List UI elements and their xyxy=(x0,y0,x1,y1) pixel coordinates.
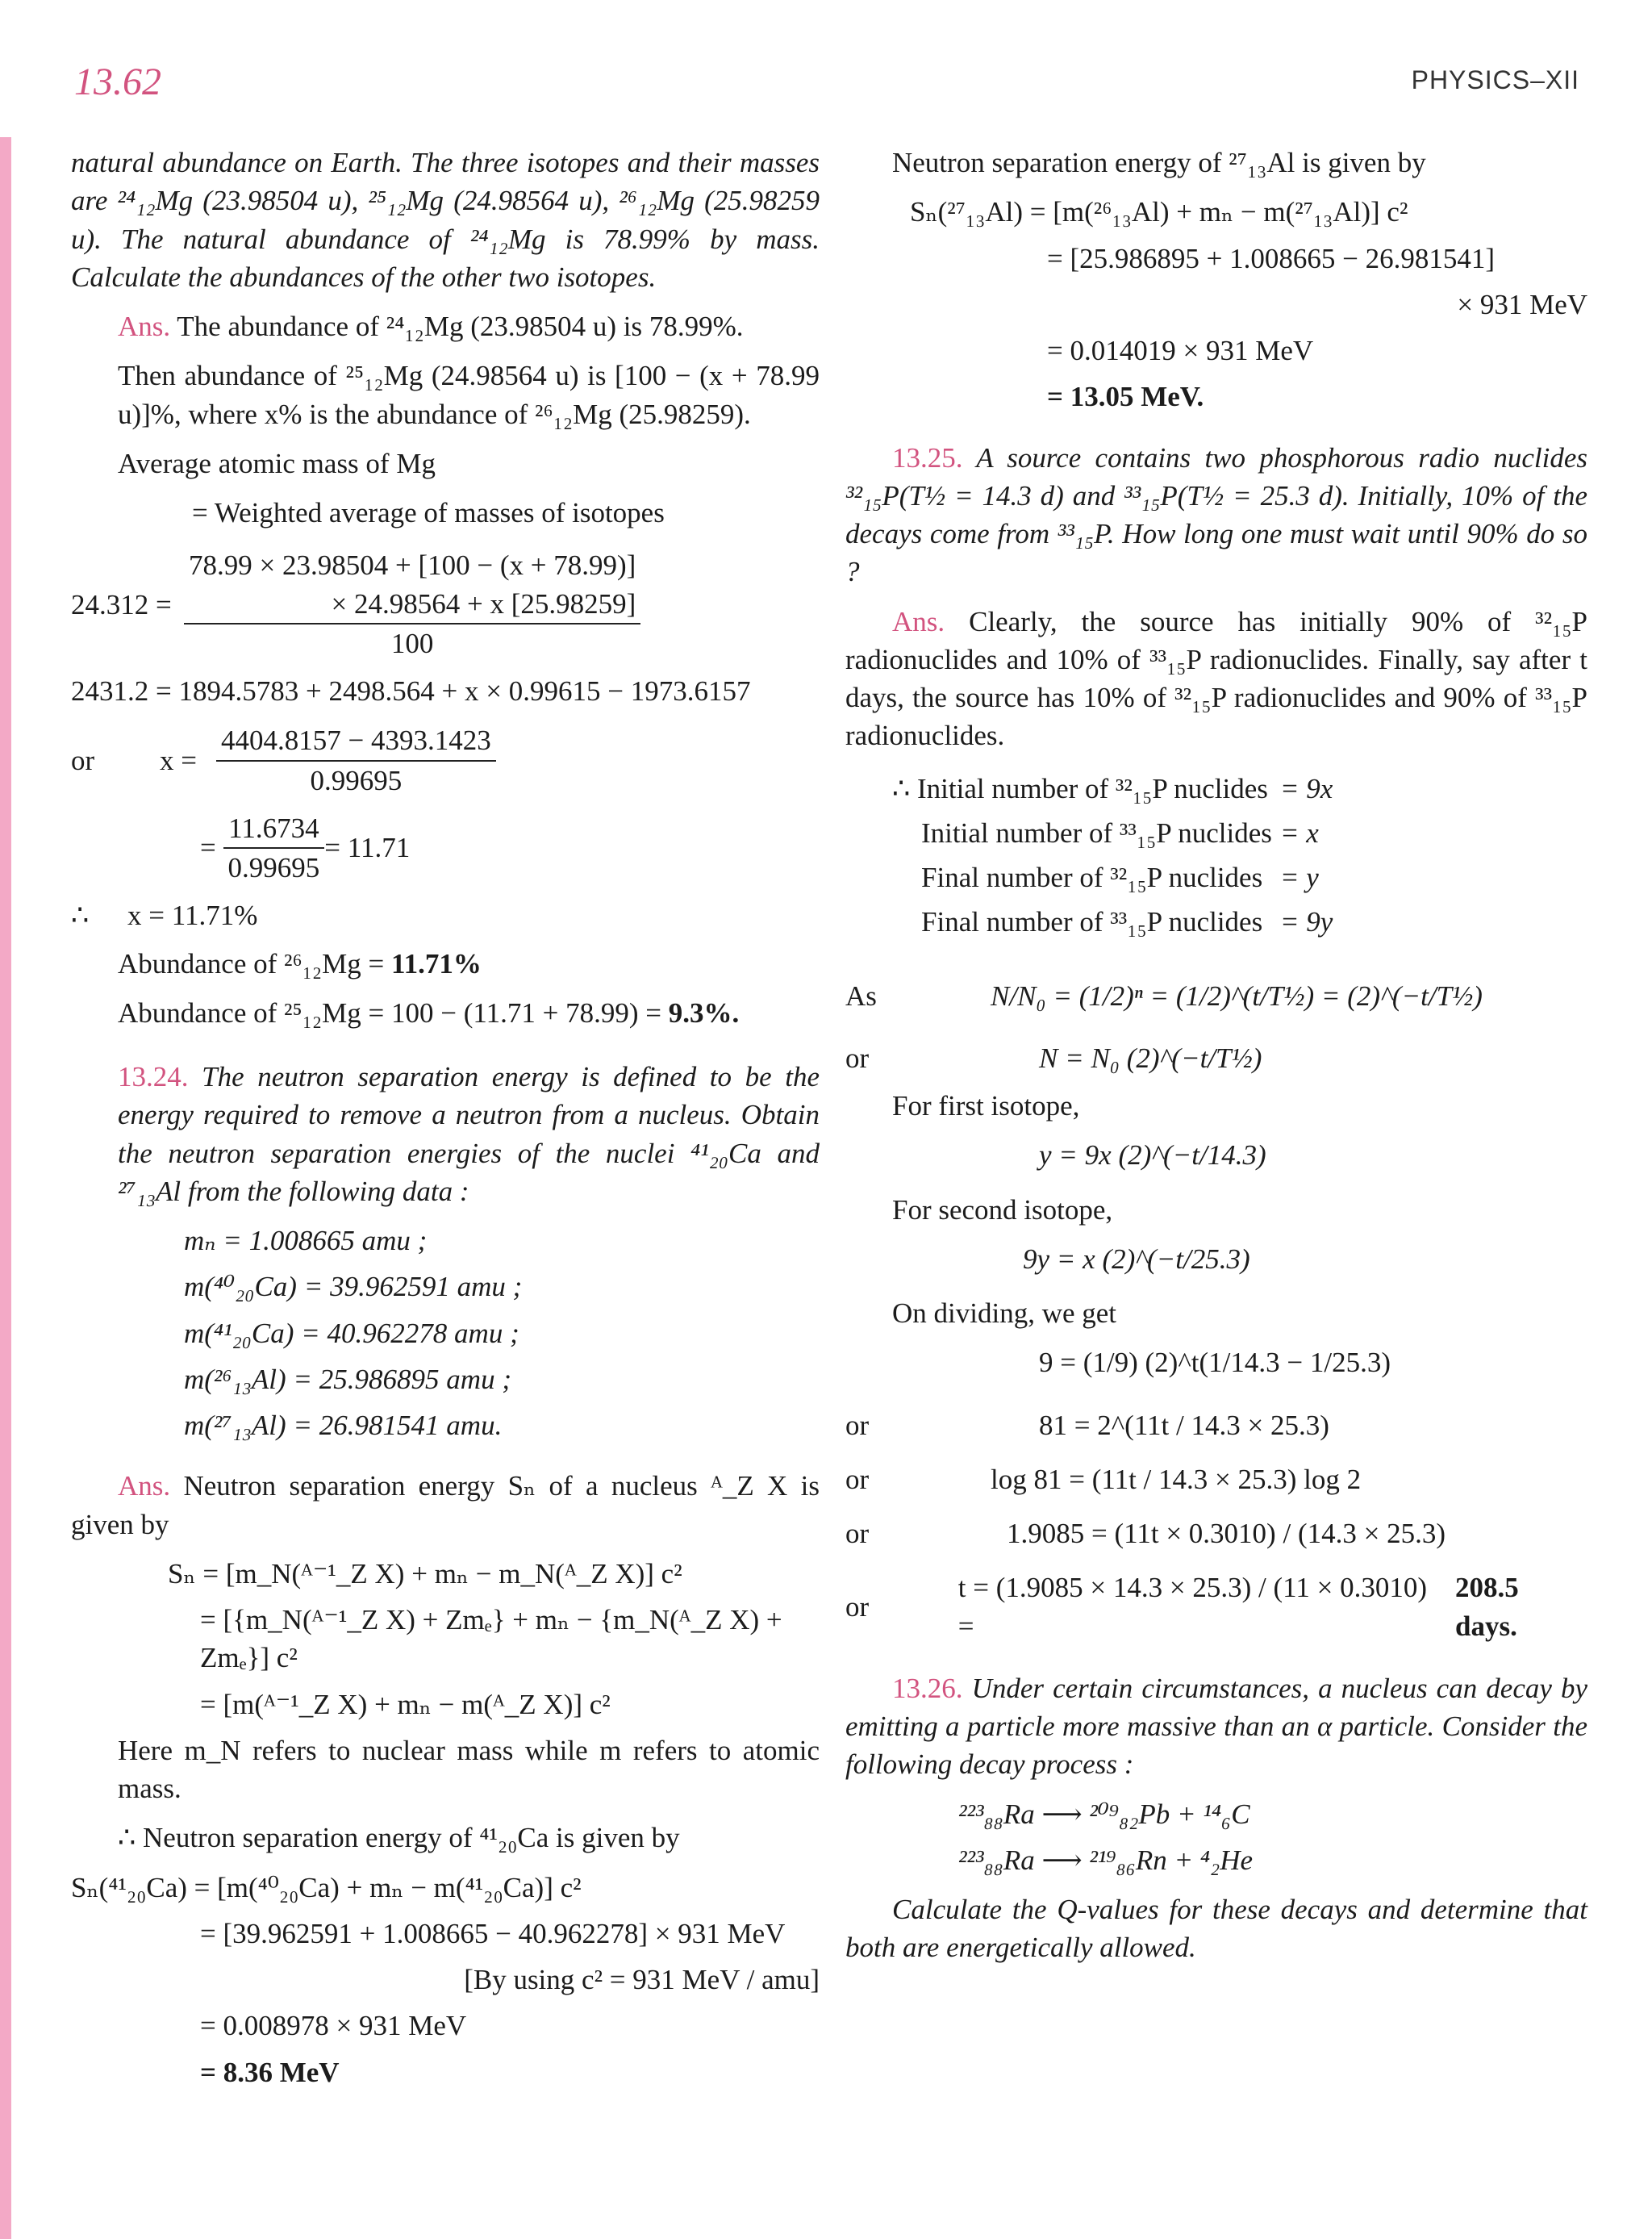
table-row xyxy=(892,900,1341,944)
avg-equation: = Weighted average of masses of isotopes xyxy=(192,497,665,528)
x2-num: 11.6734 xyxy=(223,809,323,849)
abundance-26-value: 11.71% xyxy=(391,947,482,980)
nuclide-table xyxy=(892,767,1341,945)
decay-2: ²²³₈₈Ra ⟶ ²¹⁹₈₆Rn + ⁴₂He xyxy=(958,1844,1254,1876)
data-item: m(⁴⁰₂₀Ca) = 39.962591 amu ; xyxy=(184,1271,523,1303)
ca-intro: ∴ Neutron separation energy of ⁴¹₂₀Ca is given by xyxy=(118,1822,680,1854)
answer-13-25 xyxy=(845,603,1587,755)
table-row xyxy=(892,811,1341,855)
question-text: The neutron separation energy is defined to be the energy required to remove a neutron from a nucleus. Obtain the neutron separation energies of the nuclei ⁴¹₂₀Ca and ²⁷₁₃Al from the following data : xyxy=(118,1061,820,1207)
abundance-25-value: 9.3%. xyxy=(668,996,740,1029)
row-label: Final number of ³³₁₅P nuclides xyxy=(921,906,1263,938)
abundance-26 xyxy=(71,945,820,983)
answer-label: Ans. xyxy=(118,1470,171,1502)
answer-line-2: Then abundance of ²⁵₁₂Mg (24.98564 u) is [100 − (x + 78.99 u)]%, where x% is the abundance of ²⁶₁₂Mg (25.98259). xyxy=(118,360,820,430)
as-equation: N/N₀ = (1/2)ⁿ = (1/2)^(t/T½) = (2)^(−t/T½) xyxy=(991,980,1483,1012)
eq81-row xyxy=(845,1406,1587,1444)
avg-heading: Average atomic mass of Mg xyxy=(118,447,436,479)
or-label: or xyxy=(845,1042,870,1074)
data-list xyxy=(71,1222,820,1444)
dividing: On dividing, we get xyxy=(892,1297,1117,1329)
or-label: or xyxy=(845,1463,870,1495)
sn-eq-3: = [m(ᴬ⁻¹_Z X) + mₙ − m(ᴬ_Z X)] c² xyxy=(200,1688,611,1720)
log-eq: log 81 = (11t / 14.3 × 25.3) log 2 xyxy=(991,1463,1362,1495)
data-item: mₙ = 1.008665 amu ; xyxy=(184,1225,428,1256)
data-item: m(⁴¹₂₀Ca) = 40.962278 amu ; xyxy=(184,1317,519,1349)
al-intro: Neutron separation energy of ²⁷₁₃Al is given by xyxy=(892,147,1426,178)
row-label: ∴ Initial number of ³²₁₅P nuclides xyxy=(892,772,1268,804)
question-text: A source contains two phosphorous radio nuclides ³²₁₅P(T½ = 14.3 d) and ³³₁₅P(T½ = 25.3 d). Initially, 10% of the decays come from ³³₁₅P. How long one must wait until 90% do so ? xyxy=(845,441,1587,588)
fraction-lhs: 24.312 = xyxy=(71,588,172,620)
row-label: Initial number of ³³₁₅P nuclides xyxy=(921,817,1272,849)
abundance-26-label: Abundance of ²⁶₁₂Mg = xyxy=(118,947,385,980)
ca-eq-3: [By using c² = 931 MeV / amu] xyxy=(464,1964,820,1995)
or-label: or xyxy=(71,744,95,776)
x-lhs: x = xyxy=(160,744,197,776)
question-continuation: natural abundance on Earth. The three isotopes and their masses are ²⁴₁₂Mg (23.98504 u), ²⁵₁₂Mg (24.98564 u), ²⁶₁₂Mg (25.98259 u). The natural abundance of ²⁴₁₂Mg is 78.99% by mass. Calculate the abundances of the other two isotopes. xyxy=(71,147,820,293)
numerator-line-2: × 24.98564 + x [25.98259] xyxy=(331,587,636,620)
row-label: Final number of ³²₁₅P nuclides xyxy=(921,862,1263,893)
answer-text: Neutron separation energy Sₙ of a nucleus ᴬ_Z X is given by xyxy=(71,1470,820,1540)
n-row xyxy=(845,1039,1587,1077)
x2-rhs: = 11.71 xyxy=(324,832,411,864)
numerator-line-1: 78.99 × 23.98504 + [100 − (x + 78.99)] xyxy=(189,549,636,582)
question-number: 13.25. xyxy=(892,441,963,474)
row-value: = x xyxy=(1279,817,1319,849)
question-13-24 xyxy=(71,1058,820,1210)
therefore-sign: ∴ xyxy=(71,900,90,932)
x2-den: 0.99695 xyxy=(227,852,320,883)
second-eq: 9y = x (2)^(−t/25.3) xyxy=(1023,1243,1250,1275)
fraction-denominator: 100 xyxy=(390,627,434,659)
sn-eq-2: = [{m_N(ᴬ⁻¹_Z X) + Zmₑ} + mₙ − {m_N(ᴬ_Z X) + Zmₑ}] c² xyxy=(200,1604,782,1674)
right-column xyxy=(845,144,1587,1978)
fraction xyxy=(184,546,640,662)
page-number: 13.62 xyxy=(74,61,161,103)
ca-eq-1: Sₙ(⁴¹₂₀Ca) = [m(⁴⁰₂₀Ca) + mₙ − m(⁴¹₂₀Ca)] c² xyxy=(71,1871,582,1903)
sn-eq-1: Sₙ = [m_N(ᴬ⁻¹_Z X) + mₙ − m_N(ᴬ_Z X)] c² xyxy=(168,1557,682,1589)
ca-eq-4: = 0.008978 × 931 MeV xyxy=(200,2010,467,2042)
eq19-row xyxy=(845,1514,1587,1552)
margin-bar xyxy=(0,137,11,2239)
t-row xyxy=(845,1569,1587,1645)
answer-text: The abundance of ²⁴₁₂Mg (23.98504 u) is 78.99%. xyxy=(177,311,744,342)
question-number: 13.26. xyxy=(892,1672,963,1704)
eq81: 81 = 2^(11t / 14.3 × 25.3) xyxy=(1039,1409,1329,1441)
table-row xyxy=(892,855,1341,900)
n-equation: N = N₀ (2)^(−t/T½) xyxy=(1039,1042,1262,1074)
x-den: 0.99695 xyxy=(310,764,403,796)
question-text: Under certain circumstances, a nucleus can decay by emitting a particle more massive than an α particle. Consider the following decay process : xyxy=(845,1672,1588,1781)
or-label: or xyxy=(845,1590,870,1623)
abundance-25 xyxy=(71,994,820,1032)
t-value: 208.5 days. xyxy=(1455,1572,1519,1642)
x2-frac xyxy=(223,809,325,888)
ca-eq-2: = [39.962591 + 1.008665 − 40.962278] × 931 MeV xyxy=(200,1917,786,1949)
or-label: or xyxy=(845,1518,870,1549)
data-item: m(²⁶₁₃Al) = 25.986895 amu ; xyxy=(184,1363,511,1395)
as-row xyxy=(845,977,1587,1015)
question-13-25 xyxy=(845,439,1587,591)
fraction-numerator xyxy=(184,546,640,624)
div-eq: 9 = (1/9) (2)^t(1/14.3 − 1/25.3) xyxy=(1039,1347,1391,1379)
first-isotope: For first isotope, xyxy=(892,1090,1080,1122)
row-value: = 9y xyxy=(1279,906,1333,938)
answer-13-24 xyxy=(71,1467,820,1543)
eq-2431: 2431.2 = 1894.5783 + 2498.564 + x × 0.99615 − 1973.6157 xyxy=(71,675,751,707)
as-label: As xyxy=(845,980,877,1012)
table-row xyxy=(892,767,1341,811)
left-column xyxy=(71,144,820,2099)
row-value: = 9x xyxy=(1279,772,1333,804)
x2-fraction: = $\frac{11.6734}{0.99695}$ = 11.71 xyxy=(71,809,820,888)
or-label: or xyxy=(845,1409,870,1441)
answer-label: Ans. xyxy=(892,605,945,637)
al-eq-3: × 931 MeV xyxy=(1457,288,1587,320)
data-item: m(²⁷₁₃Al) = 26.981541 amu. xyxy=(184,1410,503,1441)
row-value: = y xyxy=(1279,862,1319,893)
al-eq-1: Sₙ(²⁷₁₃Al) = [m(²⁶₁₃Al) + mₙ − m(²⁷₁₃Al)] c² xyxy=(910,196,1408,228)
ca-result: = 8.36 MeV xyxy=(200,2056,340,2088)
here-note: Here m_N refers to nuclear mass while m refers to atomic mass. xyxy=(118,1734,820,1804)
answer-label: Ans. xyxy=(118,311,171,342)
answer-text: Clearly, the source has initially 90% of ³²₁₅P radionuclides and 10% of ³³₁₅P radionuclides. Finally, say after t days, the source has 10% of ³²₁₅P radionuclides and 90% of ³³₁₅P radionuclides. xyxy=(845,605,1587,752)
x-fraction xyxy=(71,721,820,800)
al-result: = 13.05 MeV. xyxy=(1047,381,1204,413)
question-13-26 xyxy=(845,1669,1587,1784)
question-number: 13.24. xyxy=(118,1061,189,1092)
al-eq-4: = 0.014019 × 931 MeV xyxy=(1047,335,1314,366)
second-isotope: For second isotope, xyxy=(892,1193,1113,1226)
answer-line-1 xyxy=(71,307,820,345)
log-row xyxy=(845,1460,1587,1498)
x-result: x = 11.71% xyxy=(127,900,258,932)
decay-1: ²²³₈₈Ra ⟶ ²⁰⁹₈₂Pb + ¹⁴₆C xyxy=(958,1798,1250,1830)
weighted-average-fraction xyxy=(71,546,820,662)
x-num: 4404.8157 − 4393.1423 xyxy=(216,721,496,761)
t-eq: t = (1.9085 × 14.3 × 25.3) / (11 × 0.3010) = xyxy=(957,1572,1427,1642)
x-frac xyxy=(216,721,496,800)
question-13-26-end: Calculate the Q-values for these decays and determine that both are energetically allowed. xyxy=(845,1894,1587,1964)
al-eq-2: = [25.986895 + 1.008665 − 26.981541] xyxy=(1047,242,1496,274)
first-eq: y = 9x (2)^(−t/14.3) xyxy=(1039,1139,1266,1172)
eq19: 1.9085 = (11t × 0.3010) / (14.3 × 25.3) xyxy=(1007,1518,1446,1549)
running-header: PHYSICS–XII xyxy=(1411,65,1579,94)
abundance-25-label: Abundance of ²⁵₁₂Mg = 100 − (11.71 + 78.99) = xyxy=(118,996,661,1029)
x-result-row xyxy=(71,896,820,934)
